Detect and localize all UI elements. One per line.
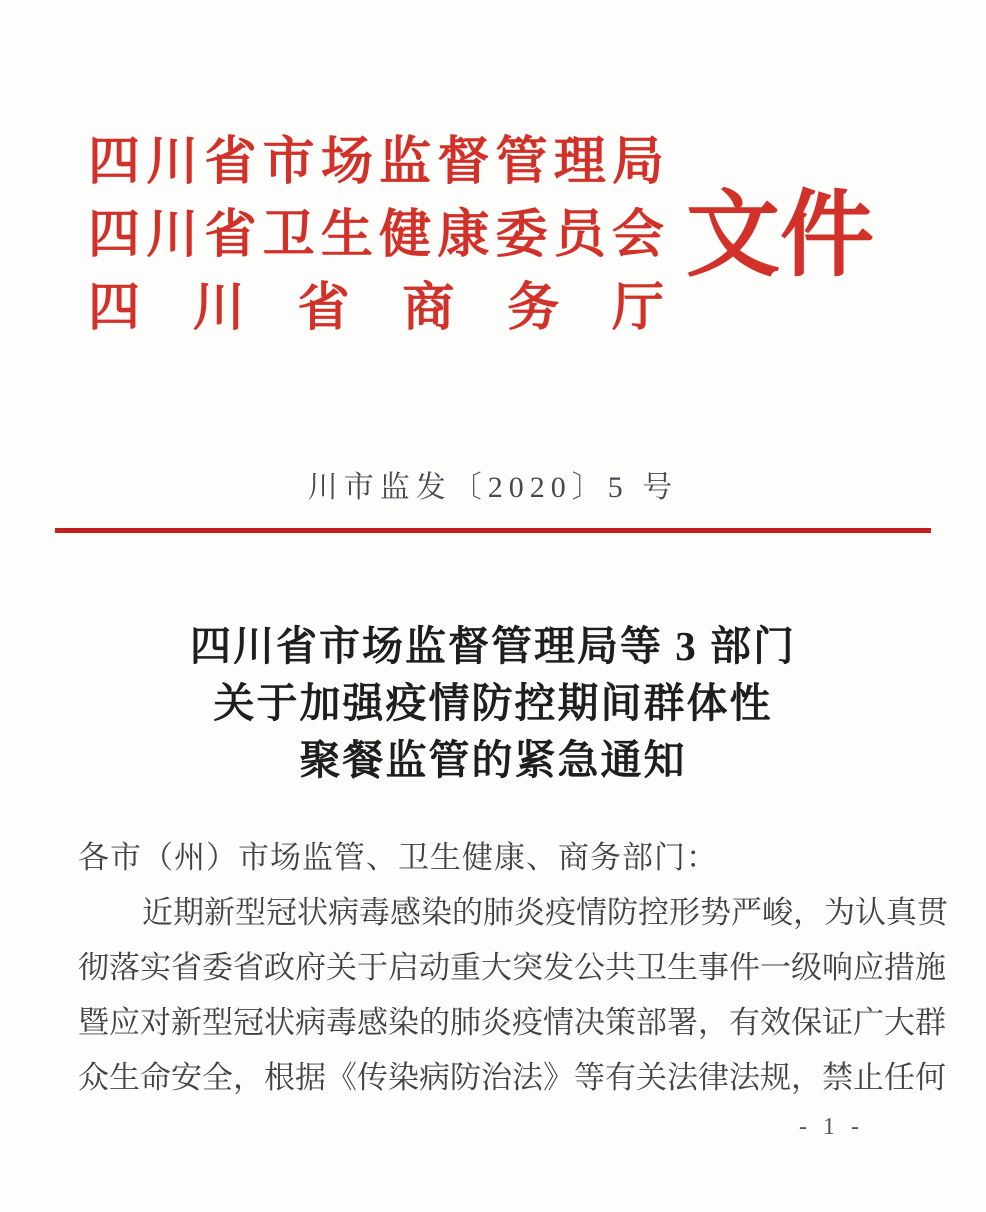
paragraph-line: 暨应对新型冠状病毒感染的肺炎疫情决策部署，有效保证广大群 (78, 1005, 946, 1040)
paragraph-line: 近期新型冠状病毒感染的肺炎疫情防控形势严峻，为认真贯 (142, 895, 948, 930)
title-line-3: 聚餐监管的紧急通知 (299, 737, 687, 783)
document-body (78, 830, 948, 1105)
paragraph-line: 众生命安全，根据《传染病防治法》等有关法律法规，禁止任何 (78, 1060, 946, 1095)
red-divider-line (55, 528, 931, 533)
agency-name-line-1: 四川省市场监督管理局 (88, 134, 664, 191)
agency-name-line-3: 四川省商务厅 (88, 280, 664, 337)
doc-type-label: 文件 (686, 183, 875, 288)
issuing-agencies (88, 126, 664, 345)
reference-number: 川市监发〔2020〕5 号 (307, 471, 679, 504)
paragraph-line: 彻落实省委省政府关于启动重大突发公共卫生事件一级响应措施 (78, 950, 946, 985)
title-line-1: 四川省市场监督管理局等 3 部门 (190, 623, 796, 669)
document-title (0, 618, 986, 789)
salutation-line: 各市（州）市场监管、卫生健康、商务部门： (78, 840, 718, 875)
agency-name-line-2: 四川省卫生健康委员会 (88, 207, 664, 264)
page-number: - 1 - (799, 1114, 864, 1140)
title-line-2: 关于加强疫情防控期间群体性 (213, 680, 773, 726)
letterhead (88, 126, 874, 345)
